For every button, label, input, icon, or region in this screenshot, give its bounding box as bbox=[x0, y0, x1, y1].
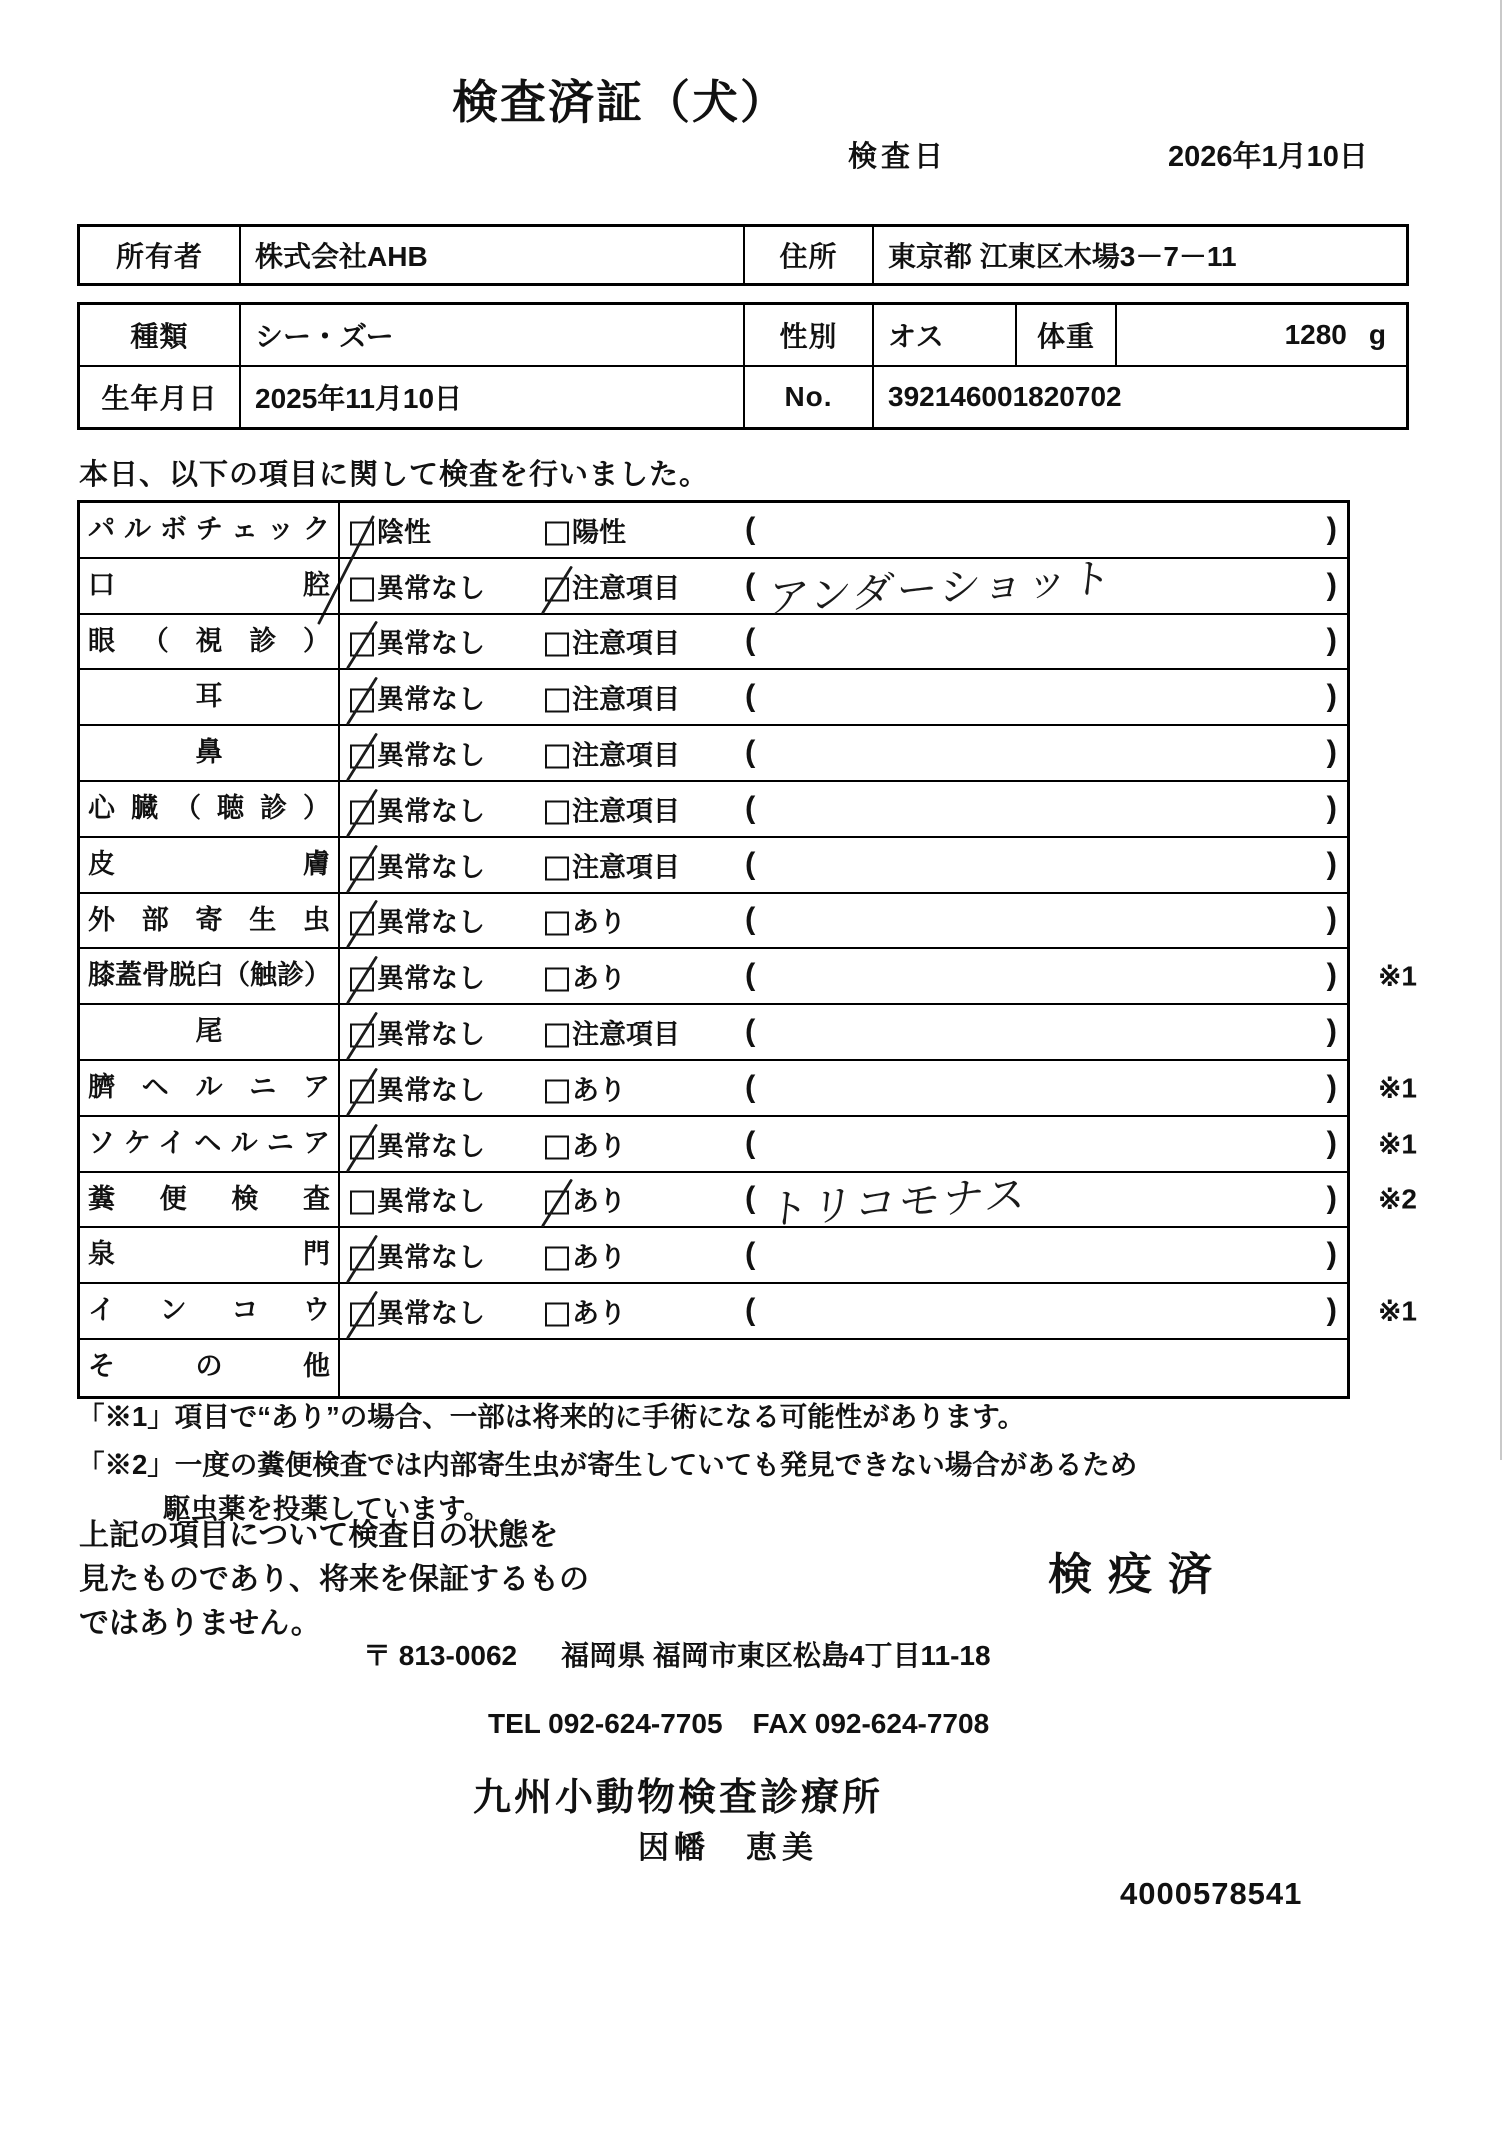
close-paren: ) bbox=[1326, 1235, 1337, 1271]
inspection-item-label: その他 bbox=[80, 1340, 340, 1396]
pet-info-row-1 bbox=[80, 305, 1406, 365]
handwritten-check-mark bbox=[346, 1067, 378, 1116]
result-option-label: あり bbox=[572, 1075, 626, 1106]
open-paren: ( bbox=[745, 956, 756, 992]
checkbox-icon[interactable] bbox=[350, 1135, 374, 1159]
address-label: 住所 bbox=[743, 227, 872, 283]
close-paren: ) bbox=[1326, 901, 1337, 937]
close-paren: ) bbox=[1326, 1012, 1337, 1048]
result-option bbox=[545, 1180, 626, 1219]
result-option-label: 異常なし bbox=[377, 573, 485, 604]
result-option bbox=[545, 789, 680, 828]
checkbox-icon[interactable] bbox=[350, 521, 374, 545]
disclaimer-line-2: 見たものであり、将来を保証するもの bbox=[79, 1563, 589, 1596]
result-option-label: 異常なし bbox=[377, 1242, 485, 1273]
open-paren: ( bbox=[745, 622, 756, 658]
result-option-label: 注意項目 bbox=[572, 1019, 680, 1050]
close-paren: ) bbox=[1326, 733, 1337, 769]
result-option-label: あり bbox=[572, 1242, 626, 1273]
result-option bbox=[350, 957, 485, 996]
result-option-label: 注意項目 bbox=[572, 628, 680, 659]
result-option bbox=[350, 901, 485, 940]
result-option bbox=[350, 1013, 485, 1052]
footnote-2-line1: 「※2」一度の糞便検査では内部寄生虫が寄生していても発見できない場合があるため bbox=[77, 1449, 1138, 1480]
result-option-label: 注意項目 bbox=[572, 796, 680, 827]
result-option-label: 注意項目 bbox=[572, 852, 680, 883]
handwritten-note: トリコモナス bbox=[765, 1170, 1032, 1233]
inspection-row bbox=[80, 726, 1347, 782]
handwritten-check-mark bbox=[346, 1123, 378, 1172]
result-option bbox=[545, 734, 680, 773]
result-option-label: 注意項目 bbox=[572, 740, 680, 771]
result-option bbox=[545, 901, 626, 940]
footnote-mark: ※1 bbox=[1377, 1128, 1417, 1160]
handwritten-check-mark bbox=[346, 844, 378, 893]
open-paren: ( bbox=[745, 733, 756, 769]
inspection-result-cell bbox=[340, 503, 1347, 557]
inspection-result-cell bbox=[340, 1061, 1347, 1115]
handwritten-check-mark bbox=[346, 900, 378, 949]
inspection-date-label: 検査日 bbox=[848, 141, 948, 173]
checkbox-icon[interactable] bbox=[350, 745, 374, 769]
breed-value: シー・ズー bbox=[239, 305, 743, 365]
result-option bbox=[350, 566, 485, 605]
inspection-result-cell bbox=[340, 949, 1347, 1003]
inspection-row bbox=[80, 1005, 1347, 1061]
handwritten-check-mark bbox=[541, 1179, 573, 1228]
result-option bbox=[545, 678, 680, 717]
owner-info-table bbox=[77, 224, 1409, 286]
handwritten-check-mark bbox=[346, 677, 378, 726]
checkbox-icon[interactable] bbox=[545, 1303, 569, 1327]
inspection-result-cell bbox=[340, 782, 1347, 836]
scan-edge-artifact bbox=[1500, 0, 1502, 1460]
inspection-item-label: 鼻 bbox=[80, 726, 340, 780]
inspection-row bbox=[80, 782, 1347, 838]
result-option-label: 異常なし bbox=[377, 907, 485, 938]
result-option bbox=[545, 1292, 626, 1331]
checkbox-icon[interactable] bbox=[350, 856, 374, 880]
result-option bbox=[545, 622, 680, 661]
result-option bbox=[350, 510, 431, 549]
checkbox-icon[interactable] bbox=[350, 633, 374, 657]
clinic-name: 九州小動物検査診療所 bbox=[473, 1777, 884, 1819]
close-paren: ) bbox=[1326, 1291, 1337, 1327]
close-paren: ) bbox=[1326, 1068, 1337, 1104]
result-option-label: 異常なし bbox=[377, 1019, 485, 1050]
disclaimer-line-1: 上記の項目について検査日の状態を bbox=[79, 1519, 559, 1552]
inspection-row bbox=[80, 554, 1347, 622]
clinic-fax: FAX 092-624-7708 bbox=[752, 1708, 990, 1739]
weight-label: 体重 bbox=[1015, 305, 1115, 365]
result-option-label: 異常なし bbox=[377, 628, 485, 659]
intro-text: 本日、以下の項目に関して検査を行いました。 bbox=[79, 459, 710, 491]
result-option-label: 異常なし bbox=[377, 796, 485, 827]
close-paren: ) bbox=[1326, 566, 1337, 602]
inspection-item-label: 眼（視診） bbox=[80, 615, 340, 669]
close-paren: ) bbox=[1326, 1180, 1337, 1216]
result-option-label: 異常なし bbox=[377, 684, 485, 715]
result-option-label: あり bbox=[572, 963, 626, 994]
open-paren: ( bbox=[745, 1124, 756, 1160]
result-option bbox=[545, 845, 680, 884]
inspection-item-label: パルボチェック bbox=[80, 503, 340, 557]
checkbox-icon[interactable] bbox=[350, 968, 374, 992]
inspection-result-cell bbox=[340, 726, 1347, 780]
result-option bbox=[545, 1124, 626, 1163]
result-option bbox=[545, 1068, 626, 1107]
result-option-label: 異常なし bbox=[377, 852, 485, 883]
open-paren: ( bbox=[745, 1291, 756, 1327]
handwritten-note: アンダーショット bbox=[765, 554, 1117, 622]
handwritten-check-mark bbox=[541, 565, 573, 614]
inspection-row bbox=[80, 1170, 1417, 1233]
open-paren: ( bbox=[745, 566, 756, 602]
checkbox-icon[interactable] bbox=[545, 745, 569, 769]
open-paren: ( bbox=[745, 1235, 756, 1271]
open-paren: ( bbox=[745, 901, 756, 937]
footnote-mark: ※2 bbox=[1377, 1183, 1417, 1215]
clinic-postal-line bbox=[363, 1634, 991, 1674]
footnote-1: 「※1」項目で“あり”の場合、一部は将来的に手術になる可能性があります。 bbox=[77, 1401, 1026, 1432]
result-option bbox=[350, 734, 485, 773]
clinic-tel: TEL 092-624-7705 bbox=[488, 1708, 723, 1739]
checkbox-icon[interactable] bbox=[350, 800, 374, 824]
inspection-result-cell bbox=[340, 1284, 1347, 1338]
close-paren: ) bbox=[1326, 789, 1337, 825]
result-option bbox=[350, 622, 485, 661]
weight-cell bbox=[1115, 305, 1406, 365]
result-option-label: 異常なし bbox=[377, 1186, 485, 1217]
birthdate-value: 2025年11月10日 bbox=[239, 367, 743, 427]
breed-label: 種類 bbox=[130, 321, 189, 352]
checkbox-icon[interactable] bbox=[350, 912, 374, 936]
inspection-item-label: 泉門 bbox=[80, 1228, 340, 1282]
checkbox-icon[interactable] bbox=[545, 968, 569, 992]
inspection-row bbox=[80, 1228, 1347, 1284]
inspection-result-cell bbox=[340, 1170, 1347, 1233]
open-paren: ( bbox=[745, 845, 756, 881]
inspection-row bbox=[80, 670, 1347, 726]
weight-value: 1280 bbox=[1284, 319, 1347, 350]
open-paren: ( bbox=[745, 1012, 756, 1048]
result-option-label: 陽性 bbox=[572, 517, 626, 548]
open-paren: ( bbox=[745, 677, 756, 713]
birthdate-label: 生年月日 bbox=[101, 383, 218, 414]
checkbox-icon[interactable] bbox=[350, 1191, 374, 1215]
checkbox-icon[interactable] bbox=[545, 1191, 569, 1215]
inspection-row bbox=[80, 838, 1347, 894]
inspection-result-cell bbox=[340, 670, 1347, 724]
result-option bbox=[350, 1236, 485, 1275]
inspection-item-label: 膝蓋骨脱臼（触診） bbox=[80, 949, 340, 1003]
result-option-label: あり bbox=[572, 1131, 626, 1162]
handwritten-check-mark bbox=[346, 733, 378, 782]
inspection-item-label: 耳 bbox=[80, 670, 340, 724]
pet-info-row-2 bbox=[80, 365, 1406, 427]
result-option bbox=[545, 1013, 680, 1052]
certificate-no-label: No. bbox=[743, 367, 872, 427]
inspection-row bbox=[80, 1117, 1417, 1173]
checkbox-icon[interactable] bbox=[545, 689, 569, 713]
result-option-label: 異常なし bbox=[377, 1131, 485, 1162]
checkbox-icon[interactable] bbox=[545, 912, 569, 936]
handwritten-check-mark bbox=[346, 1291, 378, 1340]
close-paren: ) bbox=[1326, 677, 1337, 713]
inspection-row bbox=[80, 503, 1347, 559]
open-paren: ( bbox=[745, 789, 756, 825]
inspection-item-label: インコウ bbox=[80, 1284, 340, 1338]
footnote-mark: ※1 bbox=[1377, 1295, 1417, 1327]
open-paren: ( bbox=[745, 510, 756, 546]
checkbox-icon[interactable] bbox=[545, 1135, 569, 1159]
close-paren: ) bbox=[1326, 510, 1337, 546]
inspection-item-label: 糞便検査 bbox=[80, 1173, 340, 1227]
result-option-label: 異常なし bbox=[377, 1298, 485, 1329]
result-option bbox=[350, 678, 485, 717]
close-paren: ) bbox=[1326, 1124, 1337, 1160]
clinic-address: 福岡県 福岡市東区松島4丁目11-18 bbox=[561, 1640, 991, 1671]
inspection-result-cell bbox=[340, 554, 1347, 622]
sex-value: オス bbox=[872, 305, 1015, 365]
certificate-no-value: 392146001820702 bbox=[872, 367, 1406, 427]
inspection-table bbox=[77, 500, 1417, 1399]
inspection-row bbox=[80, 1284, 1417, 1340]
handwritten-check-mark bbox=[346, 621, 378, 670]
inspection-item-label: 外部寄生虫 bbox=[80, 894, 340, 948]
inspection-result-cell bbox=[340, 1005, 1347, 1059]
result-option bbox=[545, 566, 680, 605]
result-option-label: 注意項目 bbox=[572, 684, 680, 715]
serial-number: 4000578541 bbox=[1120, 1876, 1303, 1911]
clinic-phone-line bbox=[488, 1708, 989, 1740]
result-option bbox=[545, 1236, 626, 1275]
checkbox-icon[interactable] bbox=[350, 577, 374, 601]
result-option-label: 異常なし bbox=[377, 1075, 485, 1106]
pet-info-table bbox=[77, 302, 1409, 430]
inspection-item-label: 臍ヘルニア bbox=[80, 1061, 340, 1115]
checkbox-icon[interactable] bbox=[350, 1079, 374, 1103]
result-option bbox=[350, 1292, 485, 1331]
owner-value: 株式会社AHB bbox=[239, 227, 743, 283]
checkbox-icon[interactable] bbox=[545, 1024, 569, 1048]
inspection-result-cell bbox=[340, 838, 1347, 892]
result-option bbox=[350, 1068, 485, 1107]
result-option bbox=[545, 510, 626, 549]
inspection-item-label: 口腔 bbox=[80, 559, 340, 613]
weight-unit: g bbox=[1368, 319, 1386, 350]
examiner-name: 因幡 恵美 bbox=[638, 1830, 818, 1865]
checkbox-icon[interactable] bbox=[545, 577, 569, 601]
result-option-label: 異常なし bbox=[377, 740, 485, 771]
inspection-item-label: ソケイヘルニア bbox=[80, 1117, 340, 1171]
checkbox-icon[interactable] bbox=[350, 689, 374, 713]
handwritten-check-mark bbox=[346, 1012, 378, 1061]
inspection-result-cell bbox=[340, 1228, 1347, 1282]
inspection-row bbox=[80, 1061, 1417, 1117]
close-paren: ) bbox=[1326, 845, 1337, 881]
inspection-item-label: 心臓（聴診） bbox=[80, 782, 340, 836]
handwritten-check-mark bbox=[346, 788, 378, 837]
result-option-label: あり bbox=[572, 907, 626, 938]
inspection-result-cell bbox=[340, 615, 1347, 669]
inspection-row bbox=[80, 615, 1347, 671]
page-title: 検査済証（犬） bbox=[452, 76, 788, 128]
checkbox-icon[interactable] bbox=[545, 521, 569, 545]
quarantine-stamp: 検疫済 bbox=[1048, 1550, 1228, 1599]
checkbox-icon[interactable] bbox=[545, 633, 569, 657]
result-option-label: 陰性 bbox=[377, 517, 431, 548]
checkbox-icon[interactable] bbox=[545, 1247, 569, 1271]
close-paren: ) bbox=[1326, 622, 1337, 658]
inspection-row bbox=[80, 949, 1417, 1005]
footnote-mark: ※1 bbox=[1377, 960, 1417, 992]
inspection-date-value: 2026年1月10日 bbox=[1168, 141, 1368, 173]
owner-info-row bbox=[80, 227, 1406, 283]
result-option bbox=[350, 1180, 485, 1219]
open-paren: ( bbox=[745, 1068, 756, 1104]
inspection-result-cell bbox=[340, 894, 1347, 948]
owner-label: 所有者 bbox=[115, 241, 203, 272]
result-option bbox=[350, 845, 485, 884]
inspection-item-label: 尾 bbox=[80, 1005, 340, 1059]
checkbox-icon[interactable] bbox=[350, 1024, 374, 1048]
inspection-item-label: 皮膚 bbox=[80, 838, 340, 892]
handwritten-check-mark bbox=[346, 1235, 378, 1284]
disclaimer-text bbox=[79, 1514, 589, 1646]
result-option-label: あり bbox=[572, 1186, 626, 1217]
footnote-2-line2: 駆虫薬を投薬しています。 bbox=[163, 1493, 491, 1524]
checkbox-icon[interactable] bbox=[545, 1079, 569, 1103]
inspection-row bbox=[80, 894, 1347, 950]
checkbox-icon[interactable] bbox=[545, 800, 569, 824]
disclaimer-line-3: ではありません。 bbox=[79, 1607, 321, 1640]
close-paren: ) bbox=[1326, 956, 1337, 992]
clinic-postal-code: 〒 813-0062 bbox=[363, 1640, 518, 1671]
handwritten-check-mark bbox=[346, 956, 378, 1005]
inspection-result-cell bbox=[340, 1340, 1347, 1396]
footnote-mark: ※1 bbox=[1377, 1072, 1417, 1104]
checkbox-icon[interactable] bbox=[545, 856, 569, 880]
inspection-row bbox=[80, 1340, 1347, 1396]
result-option-label: あり bbox=[572, 1298, 626, 1329]
sex-label: 性別 bbox=[743, 305, 872, 365]
result-option bbox=[350, 789, 485, 828]
checkbox-icon[interactable] bbox=[350, 1247, 374, 1271]
result-option bbox=[545, 957, 626, 996]
result-option bbox=[350, 1124, 485, 1163]
inspection-result-cell bbox=[340, 1117, 1347, 1171]
result-option-label: 注意項目 bbox=[572, 573, 680, 604]
open-paren: ( bbox=[745, 1180, 756, 1216]
checkbox-icon[interactable] bbox=[350, 1303, 374, 1327]
address-value: 東京都 江東区木場3－7－11 bbox=[872, 227, 1406, 283]
result-option-label: 異常なし bbox=[377, 963, 485, 994]
